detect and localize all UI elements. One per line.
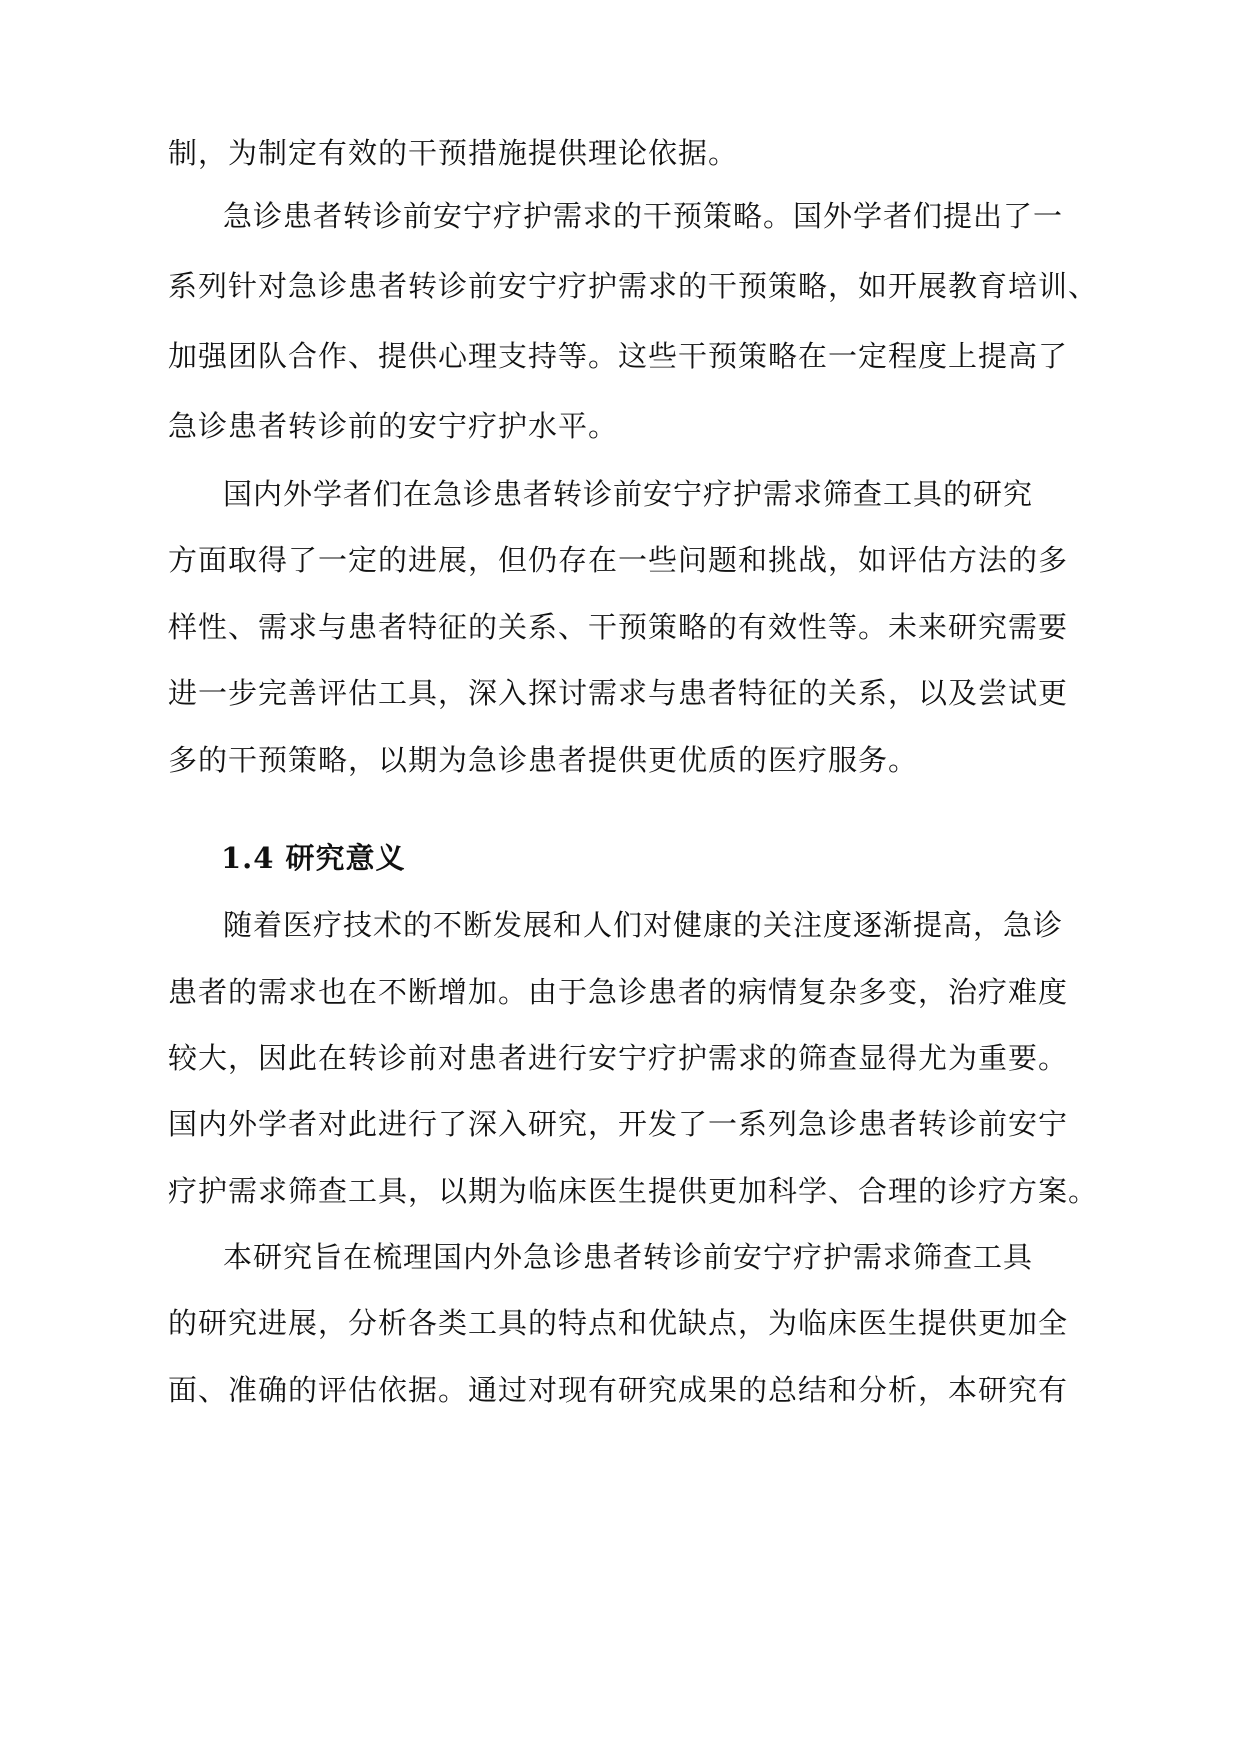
paragraph-line: 较大，因此在转诊前对患者进行安宁疗护需求的筛查显得尤为重要。 [168, 1041, 1069, 1075]
paragraph-line: 的研究进展，分析各类工具的特点和优缺点，为临床医生提供更加全 [168, 1306, 1069, 1340]
paragraph-line: 制，为制定有效的干预措施提供理论依据。 [168, 136, 739, 170]
paragraph-line: 系列针对急诊患者转诊前安宁疗护需求的干预策略，如开展教育培训、 [168, 269, 1099, 303]
section-heading: 1.4 研究意义 [221, 841, 406, 875]
paragraph-line: 国内外学者们在急诊患者转诊前安宁疗护需求筛查工具的研究 [223, 477, 1034, 511]
paragraph-line: 方面取得了一定的进展，但仍存在一些问题和挑战，如评估方法的多 [168, 543, 1069, 577]
paragraph-line: 随着医疗技术的不断发展和人们对健康的关注度逐渐提高，急诊 [223, 908, 1064, 942]
paragraph-line: 面、准确的评估依据。通过对现有研究成果的总结和分析，本研究有 [168, 1373, 1069, 1407]
paragraph-line: 国内外学者对此进行了深入研究，开发了一系列急诊患者转诊前安宁 [168, 1107, 1069, 1141]
paragraph-line: 患者的需求也在不断增加。由于急诊患者的病情复杂多变，治疗难度 [168, 975, 1069, 1009]
paragraph-line: 急诊患者转诊前安宁疗护需求的干预策略。国外学者们提出了一 [223, 199, 1064, 233]
paragraph-line: 疗护需求筛查工具，以期为临床医生提供更加科学、合理的诊疗方案。 [168, 1174, 1099, 1208]
paragraph-line: 本研究旨在梳理国内外急诊患者转诊前安宁疗护需求筛查工具 [223, 1240, 1034, 1274]
paragraph-line: 进一步完善评估工具，深入探讨需求与患者特征的关系，以及尝试更 [168, 676, 1069, 710]
paragraph-line: 急诊患者转诊前的安宁疗护水平。 [168, 409, 619, 443]
paragraph-line: 多的干预策略，以期为急诊患者提供更优质的医疗服务。 [168, 743, 919, 777]
paragraph-line: 加强团队合作、提供心理支持等。这些干预策略在一定程度上提高了 [168, 339, 1069, 373]
paragraph-line: 样性、需求与患者特征的关系、干预策略的有效性等。未来研究需要 [168, 610, 1069, 644]
